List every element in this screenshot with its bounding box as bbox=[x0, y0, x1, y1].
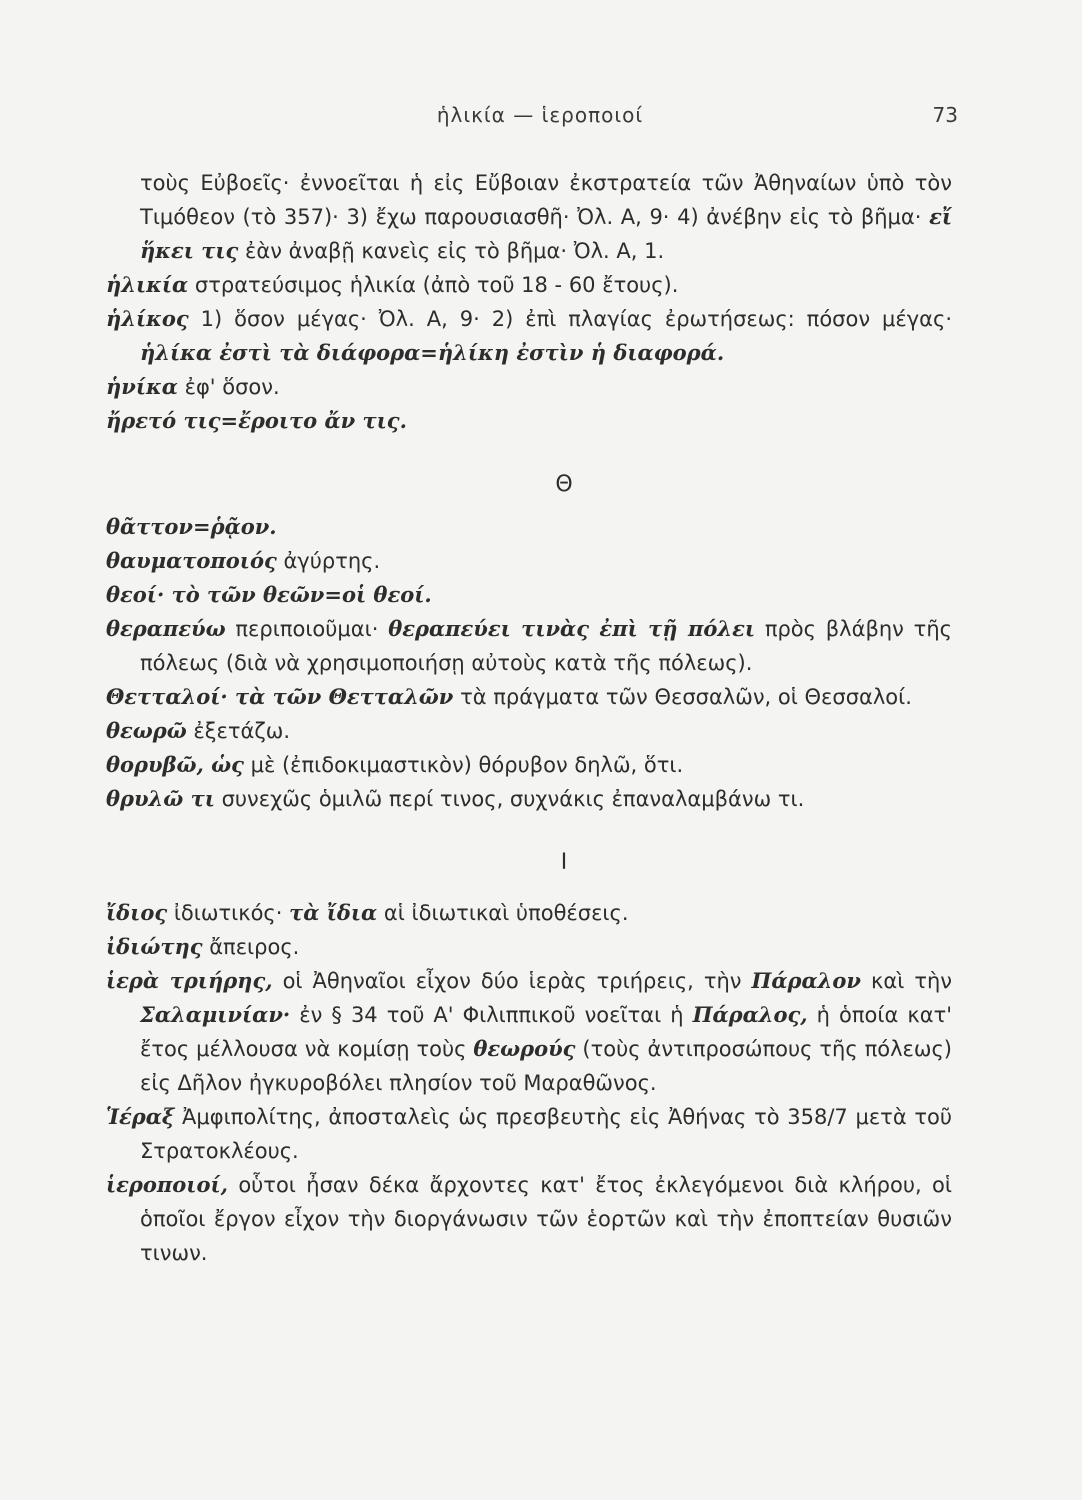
definition: ἐφ' ὅσον. bbox=[184, 375, 280, 399]
continuation-text: τοὺς Εὐβοεῖς· ἐννοεῖται ἡ εἰς Εὔβοιαν ἐκστρατεία τῶν Ἀθηναίων ὑπὸ τὸν Τιμόθεον (τὸ 357)· 3) ἔχω παρουσιασθῆ· Ὀλ. Α, 9· 4) ἀνέβην εἰς τὸ βῆμα· bbox=[140, 171, 952, 229]
lemma: θρυλῶ τι bbox=[106, 786, 215, 811]
lemma: θεοί· τὸ τῶν θεῶν=οἱ θεοί. bbox=[106, 582, 432, 607]
definition: συνεχῶς ὁμιλῶ περί τινος, συχνάκις ἐπαναλαμβάνω τι. bbox=[221, 787, 805, 811]
entry-iera-trieris bbox=[106, 964, 952, 1100]
lemma: ἡλικία bbox=[106, 272, 189, 297]
definition: Ἀμφιπολίτης, ἀποσταλεὶς ὡς πρεσβευτὴς εἰς Ἀθήνας τὸ 358/7 μετὰ τοῦ Στρατοκλέους. bbox=[140, 1105, 952, 1163]
definition: ἰδιωτικός· bbox=[173, 901, 283, 925]
definition: οὗτοι ἦσαν δέκα ἄρχοντες κατ' ἔτος ἐκλεγόμενοι διὰ κλήρου, οἱ ὁποῖοι ἔργον εἶχον τὴν διοργάνωσιν τῶν ἑορτῶν καὶ τὴν ἐποπτείαν θυσιῶν τινων. bbox=[140, 1173, 952, 1265]
entry-ilikos bbox=[106, 302, 952, 370]
continuation-paragraph bbox=[106, 166, 952, 268]
definition: ἄπειρος. bbox=[209, 935, 300, 959]
definition-tail: πρὸς βλάβην τῆς πόλεως (διὰ νὰ χρησιμοποιήσῃ αὐτοὺς κατὰ τῆς πόλεως). bbox=[140, 617, 952, 675]
phrase: θεραπεύει τινὰς ἐπὶ τῇ πόλει bbox=[388, 616, 756, 641]
entry-thaumatopoios bbox=[106, 544, 952, 578]
entry-thrylo bbox=[106, 782, 952, 816]
lemma: Θετταλοί· τὰ τῶν Θετταλῶν bbox=[106, 684, 454, 709]
lemma: θᾶττον=ῥᾷον. bbox=[106, 514, 277, 539]
entry-thettaloi bbox=[106, 680, 952, 714]
entry-theoro bbox=[106, 714, 952, 748]
lemma: ἡλίκος bbox=[106, 306, 189, 331]
lemma: θεωρῶ bbox=[106, 718, 187, 743]
definition: μὲ (ἐπιδοκιμαστικὸν) θόρυβον δηλῶ, ὅτι. bbox=[250, 753, 684, 777]
running-head bbox=[0, 103, 1082, 133]
continuation-tail: ἐὰν ἀναβῇ κανεὶς εἰς τὸ βῆμα· Ὀλ. Α, 1. bbox=[245, 239, 665, 263]
phrase-paralon: Πάραλον bbox=[751, 968, 861, 993]
entry-idiotis bbox=[106, 930, 952, 964]
lemma: ἤρετό τις=ἔροιτο ἄν τις. bbox=[106, 408, 407, 433]
entry-therapeuo bbox=[106, 612, 952, 680]
lemma: ἡνίκα bbox=[106, 374, 178, 399]
phrase-salaminian: Σαλαμινίαν· bbox=[140, 1002, 291, 1027]
entry-thatton bbox=[106, 510, 952, 544]
entry-ilikia bbox=[106, 268, 952, 302]
definition: ἐξετάζω. bbox=[193, 719, 291, 743]
definition: περιποιοῦμαι· bbox=[235, 617, 379, 641]
phrase: τὰ ἴδια bbox=[289, 900, 378, 925]
definition-tail: αἱ ἰδιωτικαὶ ὑποθέσεις. bbox=[383, 901, 629, 925]
entry-thorybo bbox=[106, 748, 952, 782]
lemma: ἱεροποιοί, bbox=[106, 1172, 228, 1197]
body-text bbox=[106, 166, 952, 1270]
entry-inika bbox=[106, 370, 952, 404]
phrase: ἡλίκα ἐστὶ τὰ διάφορα=ἡλίκη ἐστὶν ἡ διαφορά. bbox=[140, 340, 725, 365]
lemma: θαυματοποιός bbox=[106, 548, 277, 573]
continuation-bold: εἴ ἥκει τις bbox=[140, 204, 952, 263]
lemma: Ἱέραξ bbox=[106, 1104, 175, 1129]
lemma: ἴδιος bbox=[106, 900, 168, 925]
definition: οἱ Ἀθηναῖοι εἶχον δύο ἱερὰς τριήρεις, τὴν bbox=[282, 969, 742, 993]
definition-part: (τοὺς ἀντιπροσώπους τῆς πόλεως) εἰς Δῆλον ἠγκυροβόλει πλησίον τοῦ Μαραθῶνος. bbox=[140, 1037, 952, 1095]
entry-ierax bbox=[106, 1100, 952, 1168]
entry-ireto bbox=[106, 404, 952, 438]
entry-idios bbox=[106, 896, 952, 930]
definition-part: ἡ ὁποία κατ' ἔτος μέλλουσα νὰ κομίσῃ τοὺς bbox=[140, 1003, 953, 1061]
lemma: θεραπεύω bbox=[106, 616, 226, 641]
lemma: ἰδιώτης bbox=[106, 934, 203, 959]
entry-theoi bbox=[106, 578, 952, 612]
lemma: ἱερὰ τριήρης, bbox=[106, 968, 273, 993]
definition: ἀγύρτης. bbox=[283, 549, 381, 573]
page-number: 73 bbox=[932, 103, 958, 127]
definition-part: καὶ τὴν bbox=[871, 969, 953, 993]
definition: στρατεύσιμος ἡλικία (ἀπὸ τοῦ 18 - 60 ἔτους). bbox=[194, 273, 679, 297]
definition: τὰ πράγματα τῶν Θεσσαλῶν, οἱ Θεσσαλοί. bbox=[460, 685, 912, 709]
phrase-paralos: Πάραλος, bbox=[692, 1002, 808, 1027]
section-letter-iota: Ι bbox=[560, 850, 568, 875]
lemma: θορυβῶ, ὡς bbox=[106, 752, 244, 777]
definition: 1) ὅσον μέγας· Ὀλ. Α, 9· 2) ἐπὶ πλαγίας ἐρωτήσεως: πόσον μέγας· bbox=[200, 307, 952, 331]
running-title: ἡλικία — ἱεροποιοί bbox=[436, 103, 644, 127]
entry-ieropoioi bbox=[106, 1168, 952, 1270]
phrase-theorous: θεωρούς bbox=[473, 1036, 576, 1061]
definition-part: ἐν § 34 τοῦ Α' Φιλιππικοῦ νοεῖται ἡ bbox=[299, 1003, 684, 1027]
section-letter-theta: Θ bbox=[555, 472, 573, 497]
